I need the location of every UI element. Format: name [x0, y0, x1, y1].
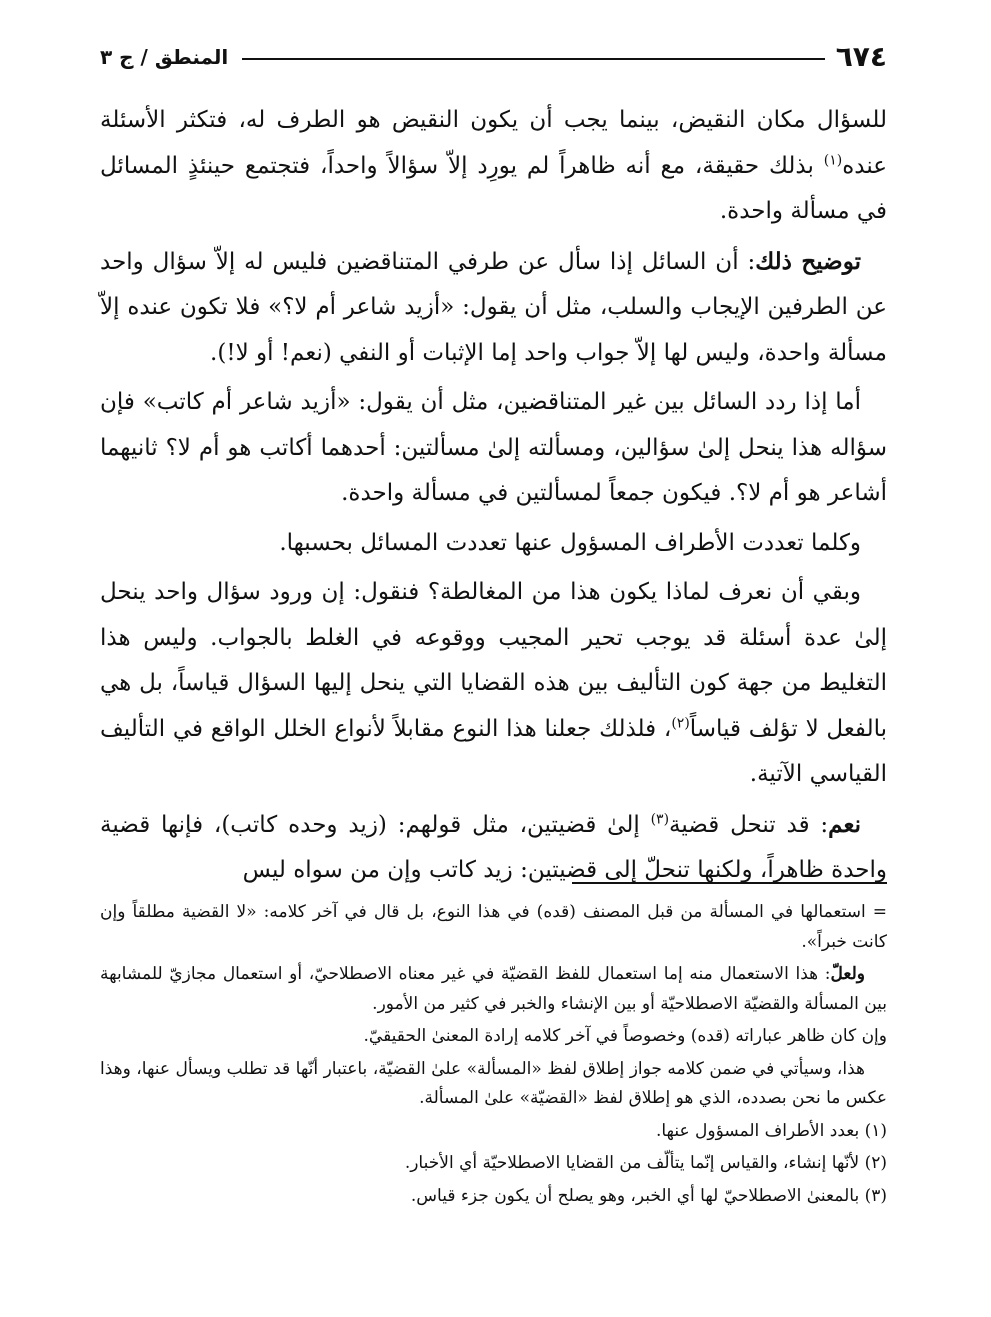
paragraph-6-lead: نعم: [828, 810, 861, 838]
footnote-2: (٢) لأنّها إنشاء، والقياس إنّما يتألّف من القضايا الاصطلاحيّة أي الأخبار.: [404, 1153, 887, 1173]
footnote-continuation: = استعمالها في المسألة من قبل المصنف (قده) في هذا النوع، بل قال في آخر كلامه: «لا القضية مطلقاً وإن كانت خبراً».: [100, 902, 887, 952]
paragraph-2-text: : أن السائل إذا سأل عن طرفي المتناقضين فليس له إلاّ سؤال واحد عن الطرفين الإيجاب والسلب، مثل أن يقول: «أزيد شاعر أم لا؟» فلا تكون عنده إلاّ مسألة واحدة، وليس لها إلاّ جواب واحد إما الإثبات أو النفي (نعم! أو لا!).: [100, 248, 887, 366]
footnote-separator: [572, 882, 887, 884]
footnote-paragraph-2-lead: ولعلّ: [830, 964, 865, 984]
paragraph-4: وكلما تعددت الأطراف المسؤول عنها تعددت المسائل بحسبها.: [279, 529, 861, 556]
footnote-paragraph-4: هذا، وسيأتي في ضمن كلامه جواز إطلاق لفظ «المسألة» علىٰ القضيّة، باعتبار أنّها قد تطلب ويسأل عنها، وهذا عكس ما نحن بصدده، الذي هو إطلاق لفظ «القضيّة» علىٰ المسألة.: [100, 1058, 887, 1108]
footnote-1: (١) بعدد الأطراف المسؤول عنها.: [655, 1120, 887, 1141]
footnote-3: (٣) بالمعنىٰ الاصطلاحيّ لها أي الخبر، وهو يصلح أن يكون جزء قياس.: [410, 1185, 887, 1206]
paragraph-1-text-b: بذلك حقيقة، مع أنه ظاهراً لم يورِد إلاّ سؤالاً واحداً، فتجتمع حينئذٍ المسائل في مسألة واحدة.: [100, 152, 887, 224]
paragraph-5: [100, 570, 887, 798]
page-header: [100, 40, 887, 74]
footnote-paragraph-2: [100, 960, 887, 1019]
main-text: [100, 98, 887, 898]
footnote-ref-2: (٢): [671, 714, 690, 731]
page-number: ٦٧٤: [835, 40, 887, 73]
footnote-ref-3: (٣): [650, 810, 670, 827]
paragraph-6-text-a: : قد تنحل قضية: [669, 811, 829, 838]
footnote-paragraph-2-text: : هذا الاستعمال منه إما استعمال للفظ القضيّة في غير معناه الاصطلاحيّ، أو استعمال مجازيّ للمشابهة بين المسألة والقضيّة الاصطلاحيّة أو بين الإنشاء والخبر في كثير من الأمور.: [100, 964, 887, 1014]
header-rule: [242, 58, 825, 60]
paragraph-2-lead: توضيح ذلك: [755, 247, 861, 275]
paragraph-1-text-a: للسؤال مكان النقيض، بينما يجب أن يكون النقيض هو الطرف له، فتكثر الأسئلة عنده: [100, 107, 887, 179]
running-title: المنطق / ج ٣: [100, 45, 229, 69]
paragraph-5-text-b: ، فلذلك جعلنا هذا النوع مقابلاً لأنواع الخلل الواقع في التأليف القياسي الآتية.: [100, 715, 887, 787]
paragraph-2: [100, 239, 887, 377]
paragraph-1: [100, 98, 887, 235]
paragraph-3: أما إذا ردد السائل بين غير المتناقضين، مثل أن يقول: «أزيد شاعر أم كاتب» فإن سؤاله هذا ينحل إلىٰ سؤالين، ومسألته إلىٰ مسألتين: أحدهما أكاتب هو أم لا؟ ثانيهما أشاعر هو أم لا؟. فيكون جمعاً لمسألتين في مسألة واحدة.: [100, 389, 887, 506]
footnote-ref-1: (١): [823, 151, 843, 168]
footnotes: [100, 898, 887, 1214]
footnote-paragraph-3: وإن كان ظاهر عباراته (قده) وخصوصاً في آخر كلامه إرادة المعنىٰ الحقيقيّ.: [363, 1026, 887, 1046]
paragraph-6-text-b: إلىٰ قضيتين، مثل قولهم: (زيد وحده كاتب)، فإنها قضية واحدة ظاهراً، ولكنها تنحلّ إلى قضيتين: زيد كاتب وإن من سواه ليس: [100, 811, 887, 883]
paragraph-6: [100, 802, 887, 894]
paragraph-5-text-a: وبقي أن نعرف لماذا يكون هذا من المغالطة؟ فنقول: إن ورود سؤال واحد ينحل إلىٰ عدة أسئلة قد يوجب تحير المجيب ووقوعه في الغلط بالجواب. وليس هذا التغليط من جهة كون التأليف بين هذه القضايا التي ينحل إليها السؤال قياساً، بل هي بالفعل لا تؤلف قياساً: [100, 579, 887, 742]
